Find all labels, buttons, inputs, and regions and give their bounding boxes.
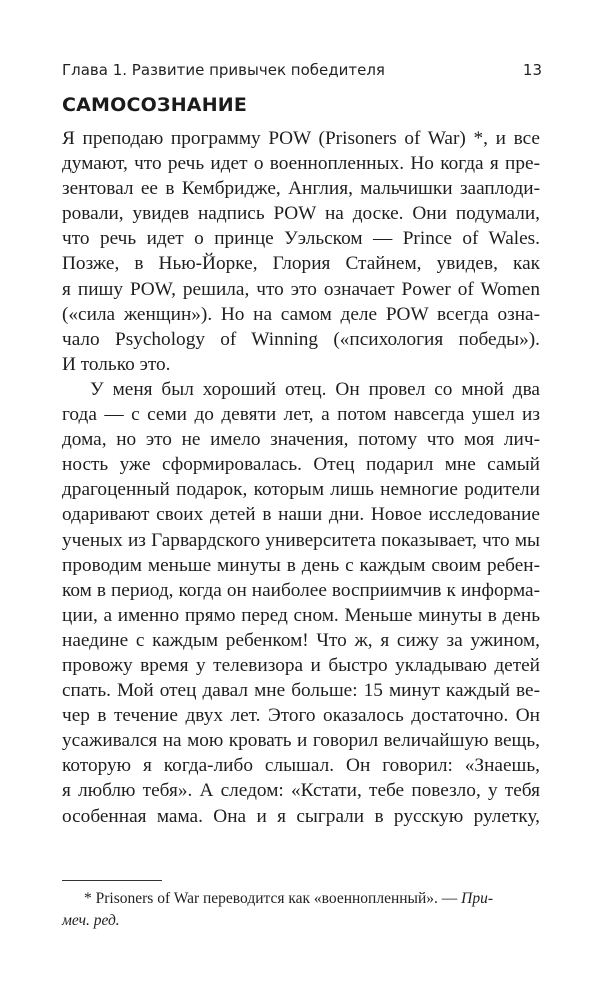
text-line: что речь идет о принце Уэльском — Prince of Wales. — [62, 228, 540, 250]
text-line: провожу время у телевизора и быстро укладываю детей — [62, 654, 540, 676]
text-line: усаживался на мою кровать и говорил величайшую вещь, — [62, 730, 540, 752]
text-line: У меня был хороший отец. Он провел со мной два — [90, 378, 540, 400]
text-line: ность уже сформировалась. Отец подарил мне самый — [62, 454, 540, 476]
text-line: особенная мама. Она и я сыграли в русскую рулетку, — [62, 805, 540, 827]
footnote-text: * Prisoners of War переводится как «военнопленный». — — [84, 890, 462, 907]
page-number: 13 — [522, 61, 542, 79]
text-line: я люблю тебя». А следом: «Кстати, тебе повезло, у тебя — [62, 780, 540, 802]
running-head — [62, 60, 542, 80]
body-text — [62, 126, 540, 829]
text-line: («сила женщин»). Но на самом деле POW всегда озна- — [62, 303, 540, 325]
text-line: Я преподаю программу POW (Prisoners of War) *, и все — [62, 128, 540, 149]
text-line: дома, но это не имело значения, потому что моя лич- — [62, 429, 540, 451]
text-line: ровали, увидев надпись POW на доске. Они подумали, — [62, 203, 540, 225]
text-line: спать. Мой отец давал мне больше: 15 минут каждый ве- — [62, 680, 540, 702]
text-line: ком в период, когда он наиболее восприимчив к информа- — [62, 579, 540, 601]
footnote-divider — [62, 880, 162, 881]
text-line: я пишу POW, решила, что это означает Power of Women — [62, 278, 540, 300]
text-line: года — с семи до девяти лет, а потом навсегда ушел из — [62, 404, 540, 426]
footnote-line — [62, 888, 540, 910]
section-heading: САМОСОЗНАНИЕ — [62, 94, 248, 116]
text-line: ции, а именно прямо перед сном. Меньше минуты в день — [62, 604, 540, 626]
text-line: наедине с каждым ребенком! Что ж, я сижу за ужином, — [62, 629, 540, 651]
text-line: чер в течение двух лет. Этого оказалось достаточно. Он — [62, 705, 540, 727]
text-line: чало Psychology of Winning («психология победы»). — [62, 328, 540, 350]
chapter-title: Глава 1. Развитие привычек победителя — [62, 61, 385, 79]
footnote-editor-label-cont: меч. ред. — [62, 912, 120, 929]
text-line: И только это. — [62, 353, 171, 375]
text-line: которую я когда-либо слышал. Он говорил: «Знаешь, — [62, 755, 540, 777]
footnote-editor-label: При- — [461, 890, 493, 907]
footnote — [62, 888, 540, 932]
text-line: одаривают своих детей в наши дни. Новое исследование — [62, 504, 540, 526]
text-line: драгоценный подарок, которым лишь немногие родители — [62, 479, 540, 501]
text-line: зентовал ее в Кембридже, Англия, мальчишки зааплоди- — [62, 178, 540, 200]
text-line: проводим меньше минуты в день с каждым своим ребен- — [62, 554, 540, 576]
text-line: думают, что речь идет о военнопленных. Но когда я пре- — [62, 153, 540, 175]
text-line: Позже, в Нью-Йорке, Глория Стайнем, увидев, как — [62, 253, 540, 275]
text-line: ученых из Гарвардского университета показывает, что мы — [62, 529, 540, 551]
